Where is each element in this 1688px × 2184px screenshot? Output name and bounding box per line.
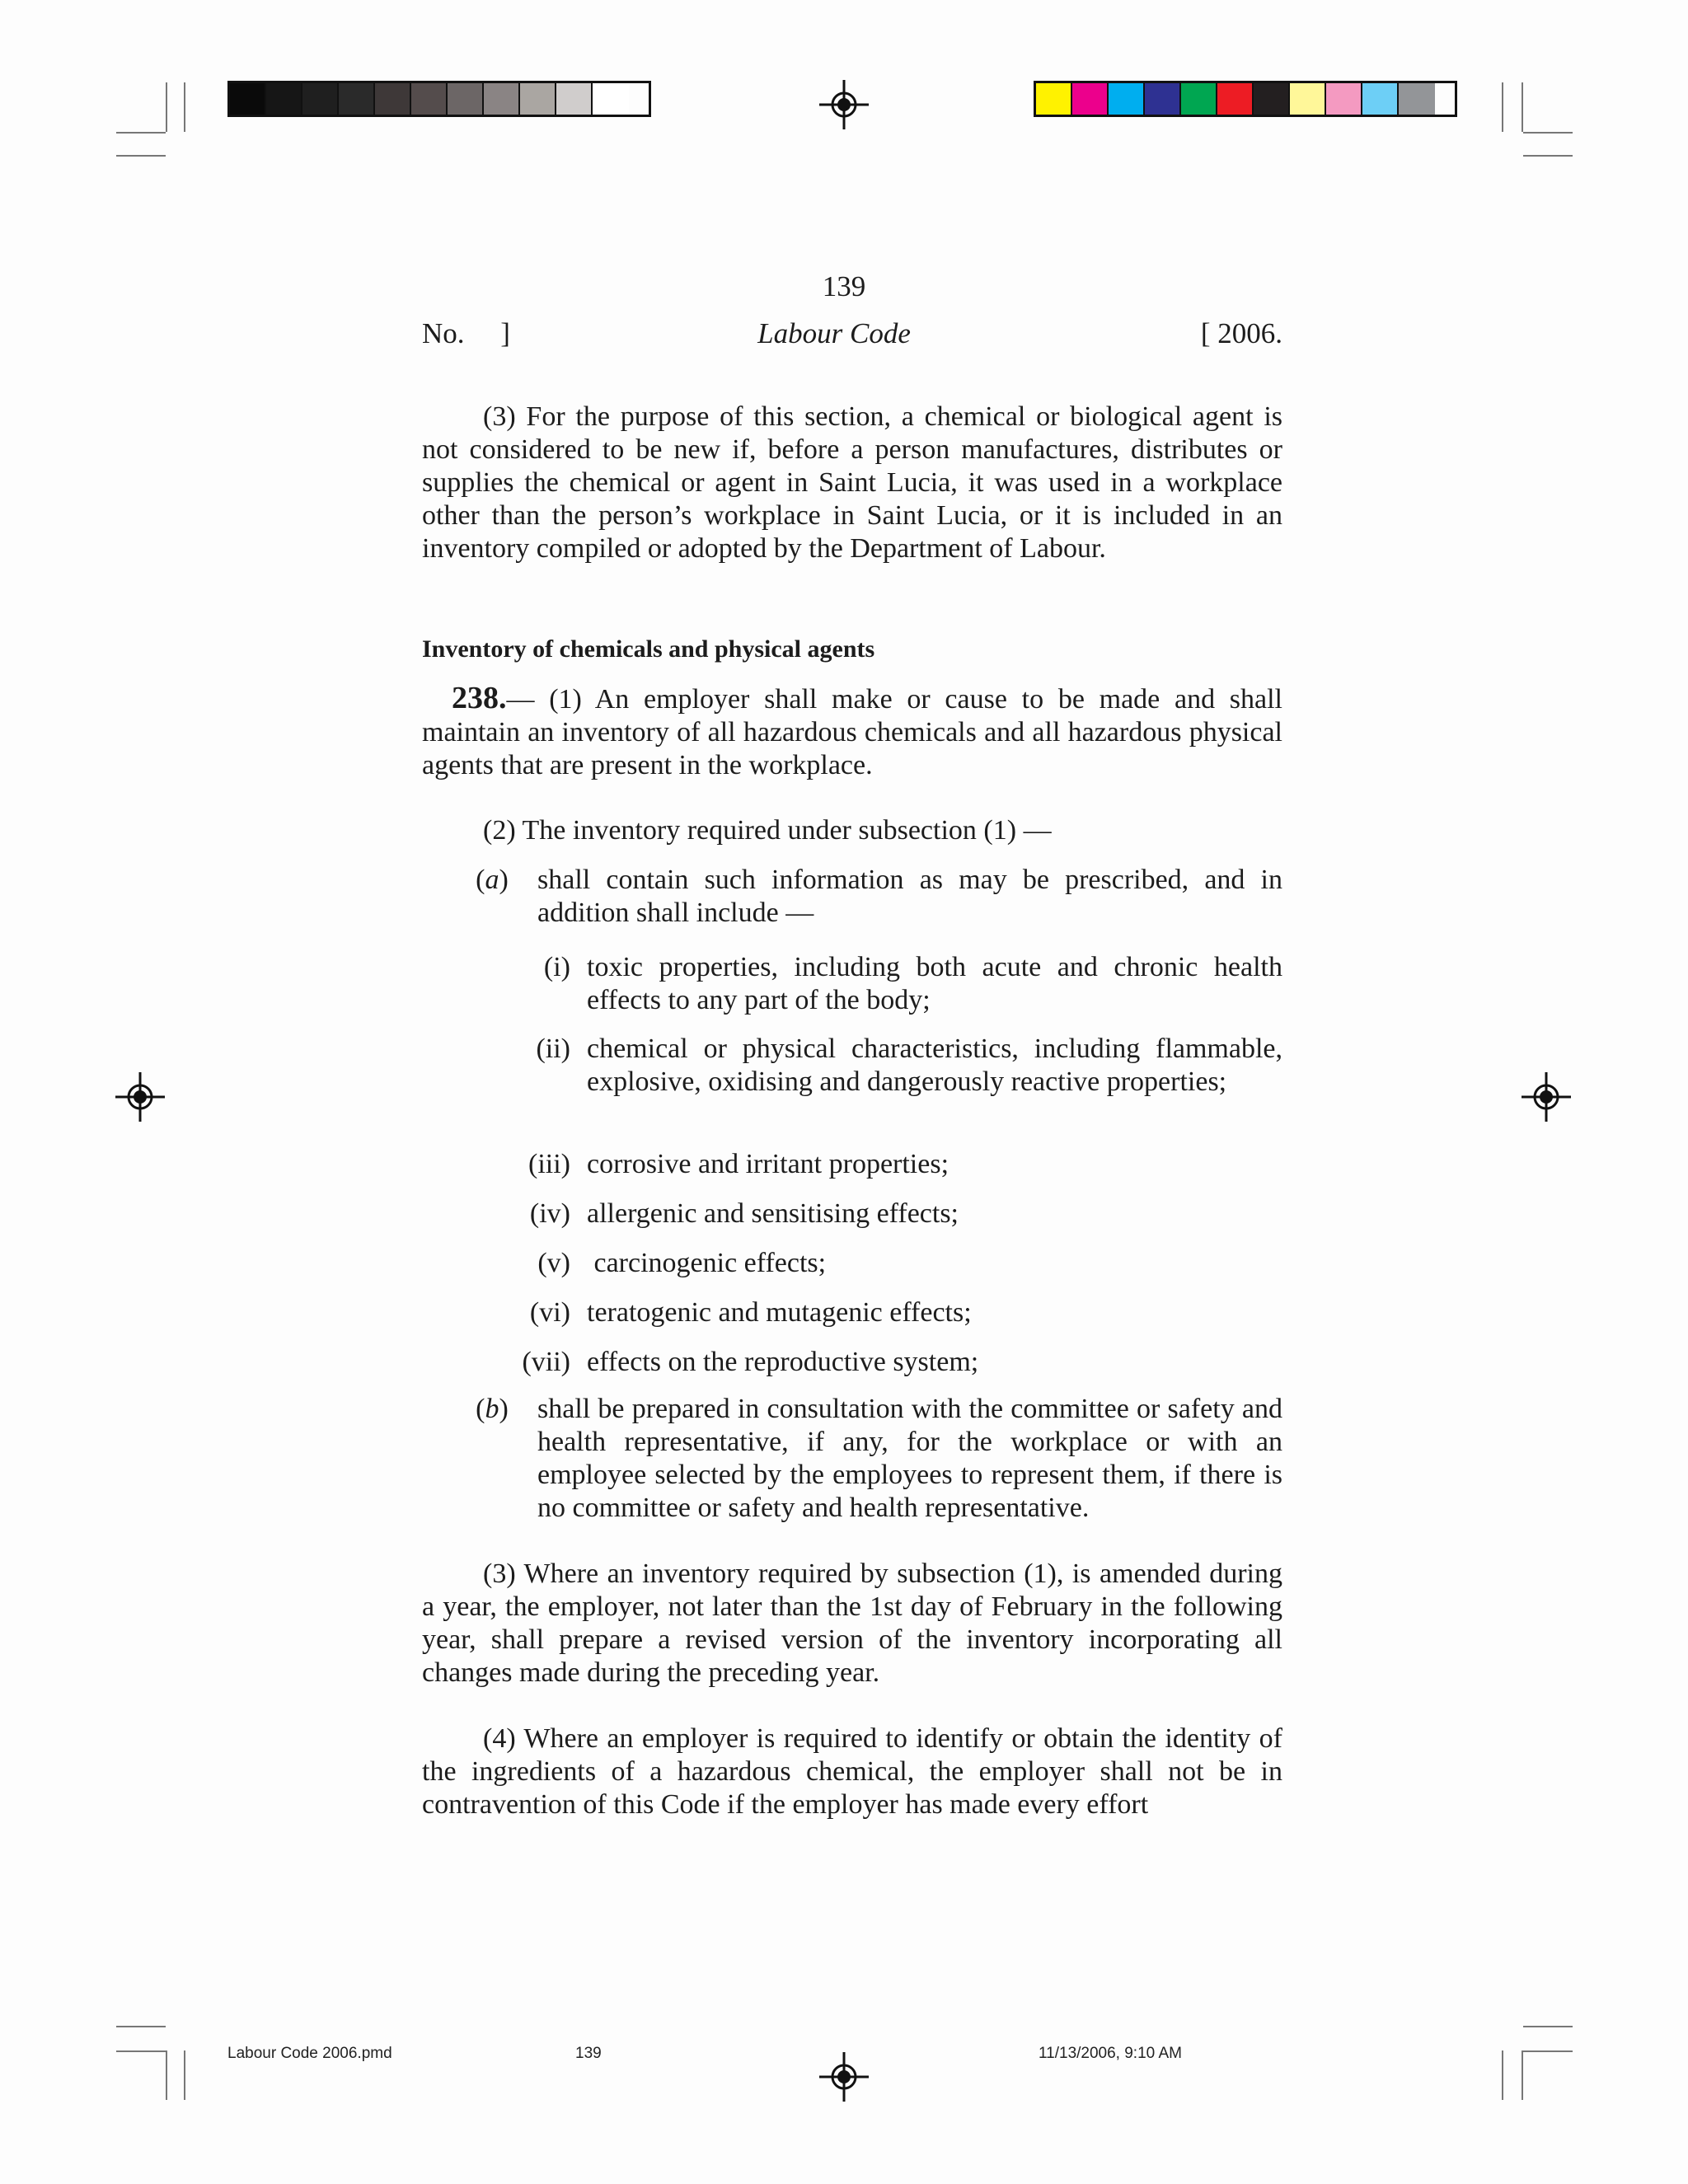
calibration-swatch xyxy=(593,83,629,115)
registration-mark-right-icon xyxy=(1522,1072,1571,1122)
calibration-swatch xyxy=(266,83,302,115)
registration-mark-bottom-icon xyxy=(819,2052,869,2102)
subitem-label: (vii) xyxy=(522,1347,570,1377)
crop-mark xyxy=(184,2050,185,2100)
subitem-label: (v) xyxy=(537,1248,570,1278)
registration-mark-left-icon xyxy=(115,1072,165,1122)
subitem-text: teratogenic and mutagenic effects; xyxy=(587,1297,972,1328)
page-number: 139 xyxy=(822,270,866,302)
item-b-text: shall be prepared in consultation with the committee or safety and health representative, if any, for the workplace or with an employee selected by the employees to represent them, if there is no committee or safety and health representative. xyxy=(537,1394,1282,1523)
footer-timestamp: 11/13/2006, 9:10 AM xyxy=(1039,2045,1182,2062)
calibration-swatch xyxy=(1072,83,1109,115)
subitem-text: effects on the reproductive system; xyxy=(587,1347,979,1377)
header-issue-number: No. ] xyxy=(422,317,510,349)
calibration-swatch xyxy=(1145,83,1181,115)
subitem-label: (iii) xyxy=(528,1149,570,1179)
header-title: Labour Code xyxy=(757,317,911,349)
calibration-swatch xyxy=(448,83,484,115)
calibration-swatch xyxy=(230,83,266,115)
crop-mark xyxy=(184,82,185,132)
subitem-text: chemical or physical characteristics, including flammable, explosive, oxidising and dangerously reactive properties; xyxy=(587,1033,1290,1097)
section-number: 238. xyxy=(452,681,507,715)
gray-calibration-bar xyxy=(227,81,651,117)
registration-mark-top-icon xyxy=(819,80,869,129)
crop-mark xyxy=(116,2050,166,2052)
subitem-label: (i) xyxy=(543,952,570,982)
calibration-swatch xyxy=(1109,83,1145,115)
item-b-label: (b) xyxy=(476,1394,509,1424)
subsection-1-text: — (1) An employer shall make or cause to be made and shall maintain an inventory of all hazardous chemicals and all hazardous physical agents that are present in the workplace. xyxy=(422,684,1282,780)
item-a-text: shall contain such information as may be prescribed, and in addition shall include — xyxy=(537,865,1282,928)
footer-page: 139 xyxy=(575,2045,602,2062)
calibration-swatch xyxy=(484,83,520,115)
calibration-swatch xyxy=(1217,83,1254,115)
calibration-swatch xyxy=(556,83,593,115)
subitem-text: toxic properties, including both acute and chronic health effects to any part of the body; xyxy=(587,952,1290,1015)
crop-mark xyxy=(1523,2050,1573,2052)
crop-mark xyxy=(1522,82,1523,132)
calibration-swatch xyxy=(1399,83,1435,115)
crop-mark xyxy=(116,2026,166,2027)
subsection-3-intro: (3) For the purpose of this section, a chemical or biological agent is not considered to be new if, before a person manufactures, distributes or supplies the chemical or agent in Saint Lucia, it was used in a workplace other than the person’s workplace in Saint Lucia, or it is included in an inventory compiled or adopted by the Department of Labour. xyxy=(422,401,1282,564)
crop-mark xyxy=(1502,82,1503,132)
crop-mark xyxy=(1523,2026,1573,2027)
calibration-swatch xyxy=(1254,83,1290,115)
subitem-label: (vi) xyxy=(529,1297,570,1328)
calibration-swatch xyxy=(1290,83,1326,115)
calibration-swatch xyxy=(520,83,556,115)
color-calibration-bar xyxy=(1034,81,1457,117)
crop-mark xyxy=(116,155,166,157)
section-heading: Inventory of chemicals and physical agents xyxy=(422,635,875,663)
calibration-swatch xyxy=(1036,83,1072,115)
crop-mark xyxy=(1522,2050,1523,2100)
subitem-label: (ii) xyxy=(536,1033,570,1064)
subitem-label: (iv) xyxy=(529,1198,570,1229)
subsection-3-text: (3) Where an inventory required by subsection (1), is amended during a year, the employer, not later than the 1st day of February in the following year, shall prepare a revised version of the inventory incorporating all changes made during the preceding year. xyxy=(422,1558,1282,1688)
calibration-swatch xyxy=(1181,83,1217,115)
calibration-swatch xyxy=(411,83,448,115)
subitem-text: corrosive and irritant properties; xyxy=(587,1149,950,1179)
calibration-swatch xyxy=(1362,83,1399,115)
running-header xyxy=(422,317,1282,355)
crop-mark xyxy=(1523,132,1573,134)
crop-mark xyxy=(166,82,167,132)
section-238-subsection-1 xyxy=(422,682,1282,782)
crop-mark xyxy=(1523,155,1573,157)
calibration-swatch xyxy=(1326,83,1362,115)
subsection-4-text: (4) Where an employer is required to identify or obtain the identity of the ingredients of a hazardous chemical, the employer shall not be in contravention of this Code if the employer has made every effort xyxy=(422,1723,1282,1820)
item-a-label: (a) xyxy=(476,865,509,895)
subsection-2-text: (2) The inventory required under subsection (1) — xyxy=(483,815,1052,846)
crop-mark xyxy=(116,132,166,134)
calibration-swatch xyxy=(375,83,411,115)
calibration-swatch xyxy=(339,83,375,115)
header-year: [ 2006. xyxy=(1200,317,1282,349)
footer-file-name: Labour Code 2006.pmd xyxy=(227,2045,392,2062)
subitem-text: carcinogenic effects; xyxy=(587,1248,827,1278)
crop-mark xyxy=(1502,2050,1503,2100)
crop-mark xyxy=(166,2050,167,2100)
subitem-text: allergenic and sensitising effects; xyxy=(587,1198,959,1229)
calibration-swatch xyxy=(302,83,339,115)
